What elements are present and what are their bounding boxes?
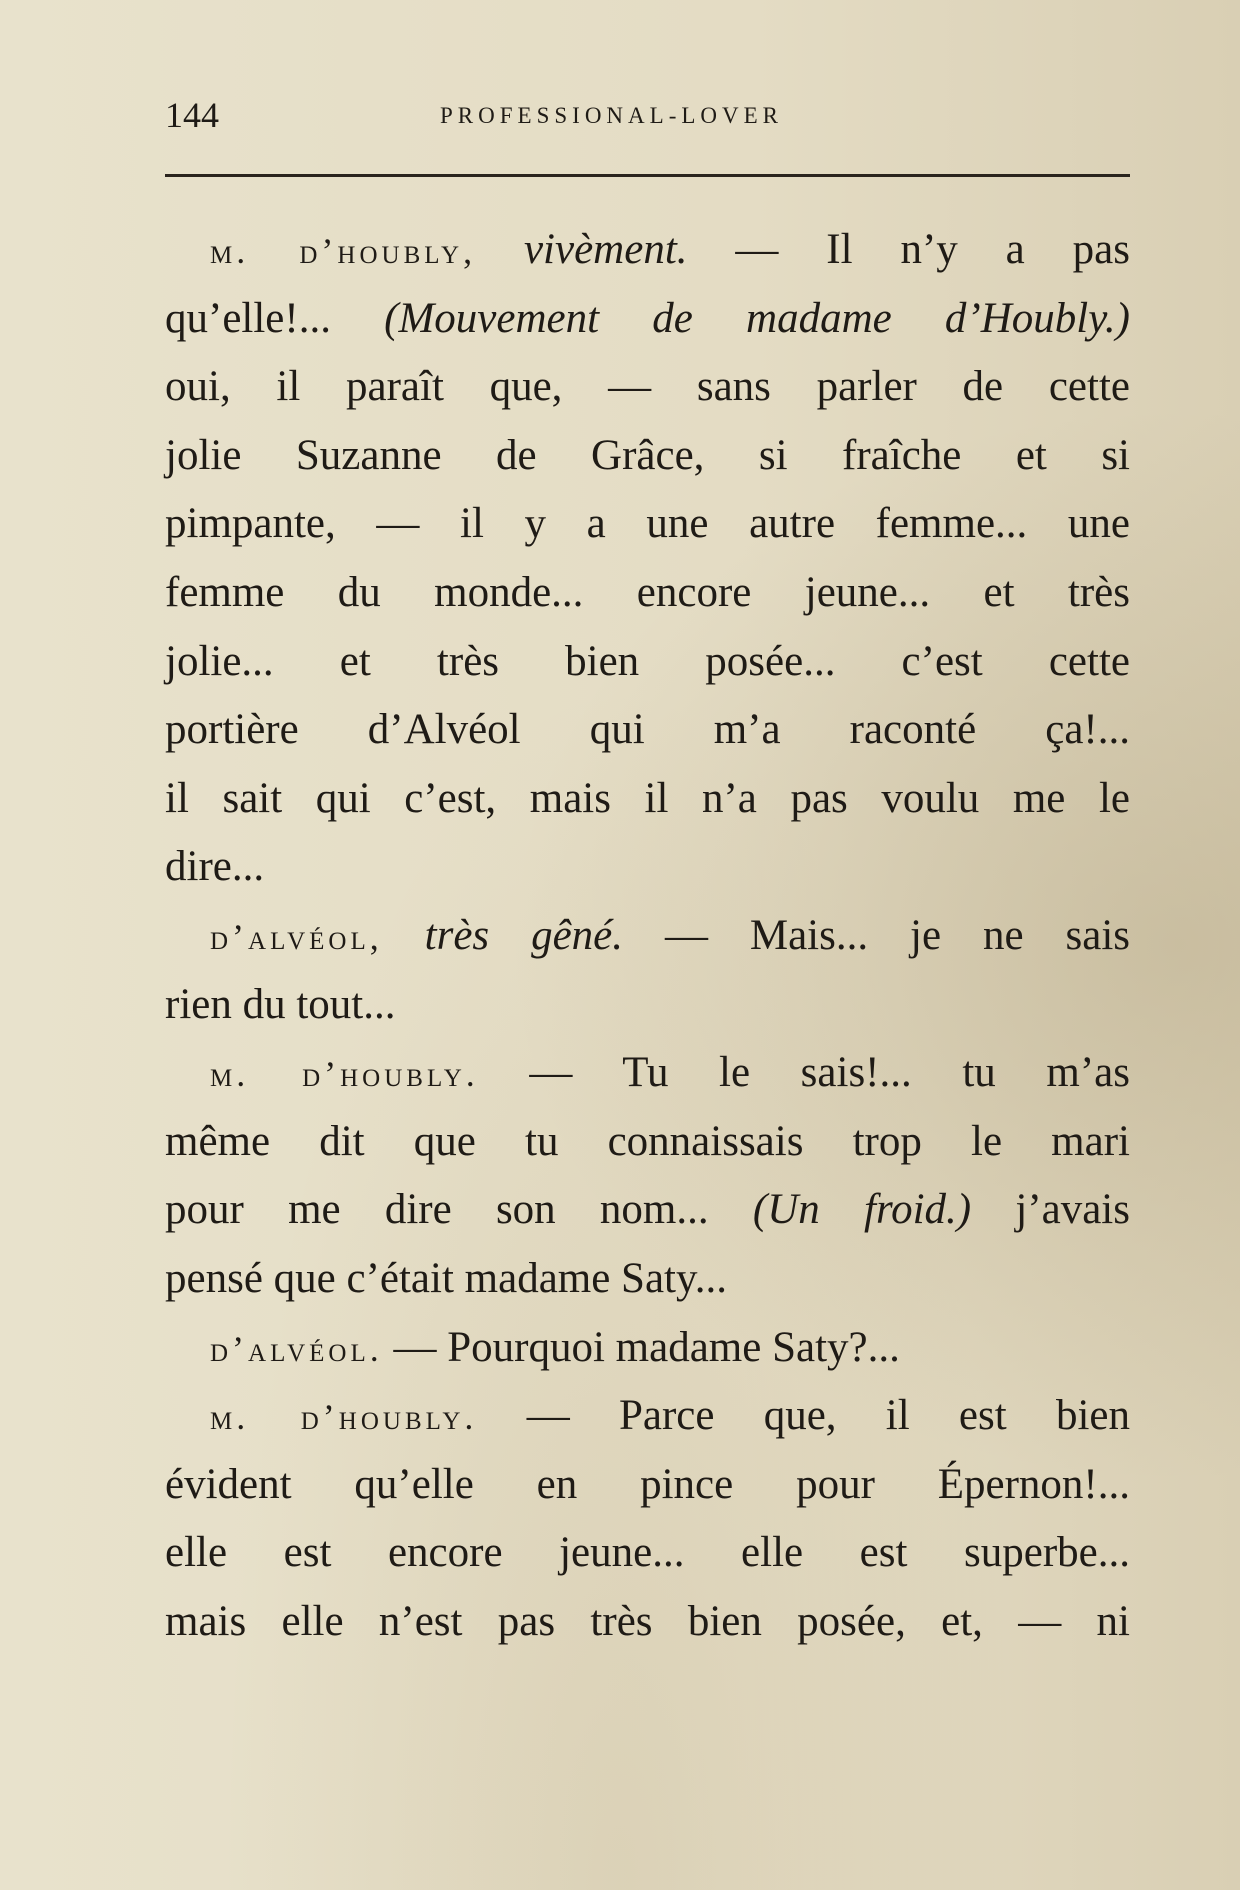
page-header (165, 95, 1130, 135)
running-title: PROFESSIONAL-LOVER (440, 103, 784, 128)
stage-direction: très gêné. (382, 911, 624, 959)
text-line: pensé que c’était madame Saty... (165, 1254, 727, 1302)
dialogue-text: — Pourquoi madame Saty?... (382, 1323, 900, 1371)
text-line: portière d’Alvéol qui m’a raconté ça!... (165, 706, 1130, 754)
text-line: rien du tout... (165, 980, 396, 1028)
text-line: femme du monde... encore jeune... et très (165, 568, 1130, 616)
dialogue-text: — Il n’y a pas (687, 226, 1130, 273)
dialogue-text: pour me dire son nom... (165, 1186, 753, 1234)
text-line: pimpante, — il y a une autre femme... une (165, 500, 1130, 548)
stage-direction: (Mouvement de madame d’Houbly.) (384, 294, 1131, 342)
page-number: 144 (165, 95, 219, 135)
text-line: mais elle n’est pas très bien posée, et, — ni (165, 1597, 1130, 1645)
stage-direction: (Un froid.) (752, 1186, 972, 1234)
dialogue-text: — Tu le sais!... tu m’as (478, 1049, 1130, 1097)
stage-direction: vivèment. (476, 226, 688, 273)
body-text (165, 216, 1130, 1656)
dialogue-text: j’avais (971, 1186, 1130, 1234)
speaker-name: m. d’houbly. (210, 1054, 479, 1095)
dialogue-text: — Mais... je ne sais (623, 911, 1131, 959)
text-line: même dit que tu connaissais trop le mari (165, 1117, 1130, 1165)
text-line (165, 1176, 1130, 1245)
text-line: évident qu’elle en pince pour Épernon!... (165, 1460, 1130, 1508)
speaker-name: m. d’houbly, (210, 231, 477, 271)
text-line (165, 1314, 1130, 1383)
text-line (165, 216, 1130, 285)
text-line: dire... (165, 843, 265, 891)
text-line: jolie Suzanne de Grâce, si fraîche et si (165, 431, 1130, 479)
text-line: elle est encore jeune... elle est superbe... (165, 1529, 1130, 1577)
text-line (165, 1039, 1130, 1108)
text-line: il sait qui c’est, mais il n’a pas voulu me le (165, 774, 1130, 822)
speaker-name: m. d’houbly. (210, 1397, 478, 1438)
header-rule (165, 174, 1130, 177)
dialogue-text: — Parce que, il est bien (477, 1392, 1130, 1440)
speaker-name: d’alvéol, (210, 916, 383, 957)
text-line: oui, il paraît que, — sans parler de cette (165, 363, 1130, 411)
speaker-name: d’alvéol. (210, 1328, 383, 1369)
dialogue-text: qu’elle!... (165, 294, 385, 342)
text-line: jolie... et très bien posée... c’est cette (165, 637, 1130, 685)
text-line (165, 902, 1130, 971)
text-line (165, 285, 1130, 354)
text-line (165, 1382, 1130, 1451)
